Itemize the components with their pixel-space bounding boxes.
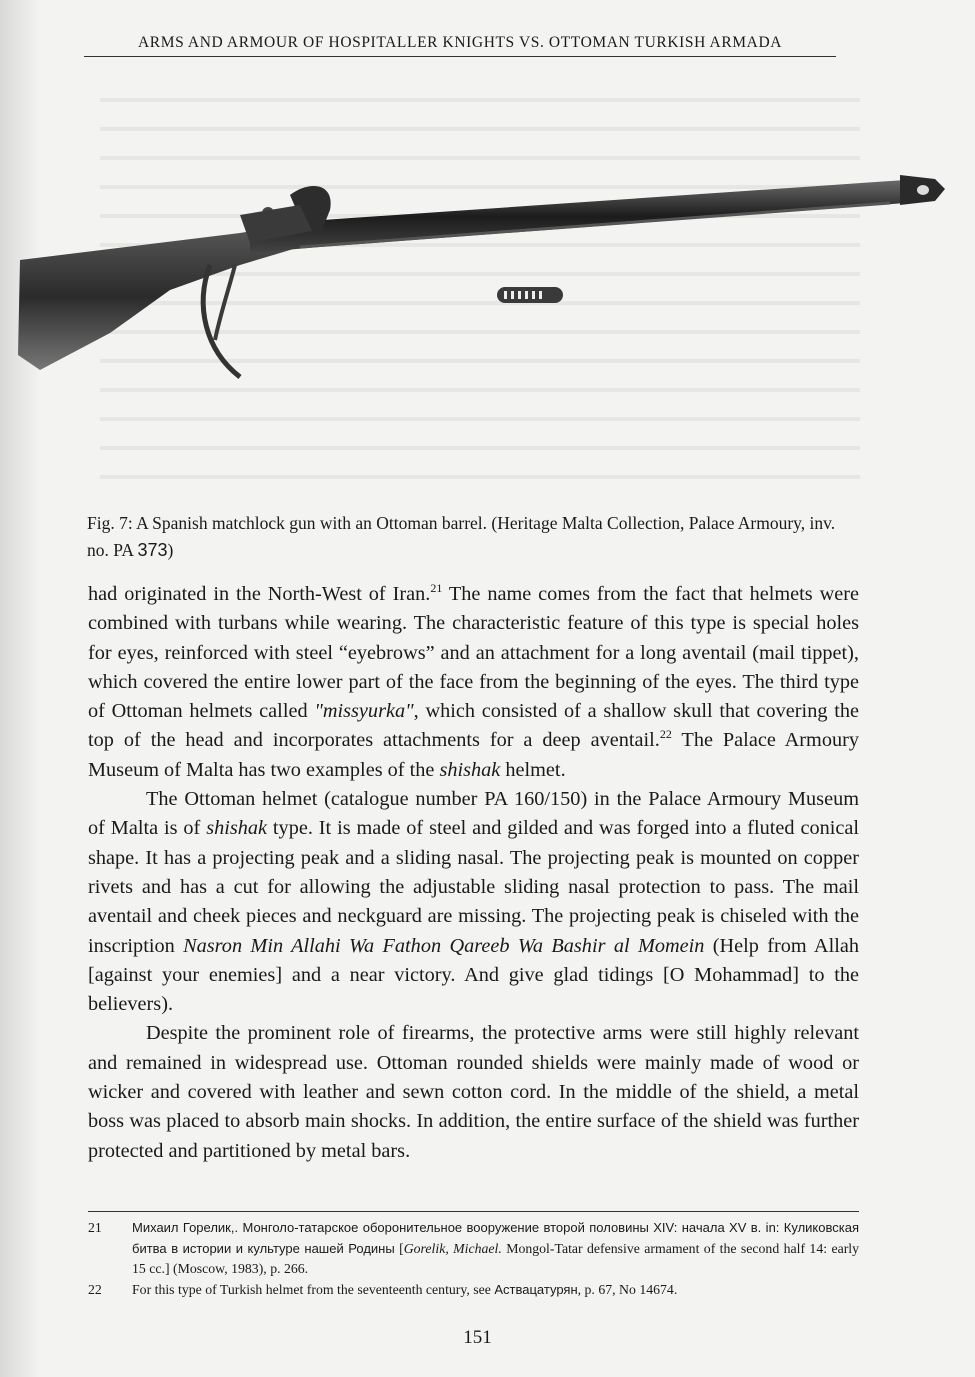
figure-caption: Fig. 7: A Spanish matchlock gun with an Ottoman barrel. (Heritage Malta Collection, Palace Armoury, inv. no. PA 373) bbox=[87, 513, 836, 560]
footnote-22: 22 For this type of Turkish helmet from the seventeenth century, see Аствацатурян, p. 67, No 14674. bbox=[88, 1281, 678, 1297]
paragraph-1: had originated in the North-West of Iran.$^{21}$ The name comes from the fact that helmets were combined with turbans while wearing. The characteristic feature of this type is special holes for eyes, reinforced with steel “eyebrows” and an attachment for a long aventail (mail tippet), which covered the entire lower part of the face from the beginning of the eyes. The third type of Ottoman helmets called "missyurka", which consisted of a shallow skull that covering the top of the head and incorporates attachments for a deep aventail.$^{22}$ The Palace Armoury Museum of Malta has two examples of the shishak helmet. bbox=[88, 581, 859, 781]
footnote-21: 21 Михаил Горелик,. Монголо-татарское оборонительное вооружение второй половины XIV: начала XV в. in: Куликовская битва в истории и культуре нашей Родины [Gorelik, Michael. Mongol-Tatar defensive armament of the second half 14: early 15 cc.] (Moscow, 1983), p. 266. bbox=[88, 1220, 860, 1276]
matchlock-gun-figure bbox=[0, 165, 975, 395]
footnotes bbox=[88, 1218, 859, 1300]
running-head: ARMS AND ARMOUR OF HOSPITALLER KNIGHTS VS. OTTOMAN TURKISH ARMADA bbox=[84, 34, 836, 57]
body-text bbox=[88, 580, 859, 1166]
page-number: 151 bbox=[463, 1327, 492, 1348]
serpentine-lever bbox=[203, 265, 240, 377]
footnote-rule bbox=[88, 1211, 859, 1212]
trigger-guard bbox=[215, 265, 235, 340]
paragraph-3: Despite the prominent role of firearms, the protective arms were still highly relevant and remained in widespread use. Ottoman rounded shields were mainly made of wood or wicker and covered with leather and sewn cotton cord. In the middle of the shield, a metal boss was placed to absorb main shocks. In addition, the entire surface of the shield was further protected and partitioned by metal bars. bbox=[88, 1022, 859, 1162]
footnote-ref-22: 22 bbox=[659, 727, 672, 742]
footnote-ref-21: 21 bbox=[430, 581, 443, 596]
inventory-number: 373 bbox=[137, 540, 168, 560]
paragraph-2: The Ottoman helmet (catalogue number PA 160/150) in the Palace Armoury Museum of Malta is of shishak type. It is made of steel and gilded and was forged into a fluted conical shape. It has a projecting peak and a sliding nasal. The projecting peak is mounted on copper rivets and has a cut for allowing the adjustable sliding nasal protection to pass. The mail aventail and cheek pieces and neckguard are missing. The projecting peak is chiseled with the inscription Nasron Min Allahi Wa Fathon Qareeb Wa Bashir al Momein (Help from Allah [against your enemies] and a near victory. And give glad tidings [O Mohammad] to the believers). bbox=[88, 788, 860, 1016]
